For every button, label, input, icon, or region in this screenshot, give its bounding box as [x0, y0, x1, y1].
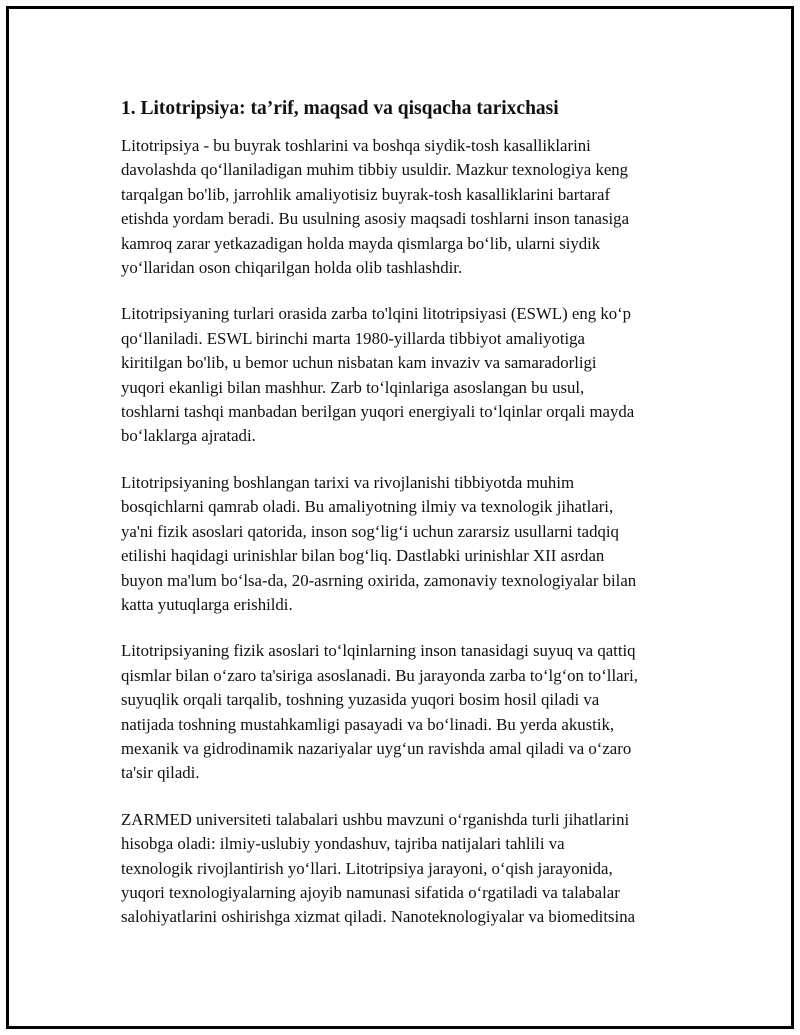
paragraph-line: hisobga oladi: ilmiy-uslubiy yondashuv, tajriba natijalari tahlili va	[121, 834, 565, 854]
paragraph-line: yuqori ekanligi bilan mashhur. Zarb to‘lqinlariga asoslangan bu usul,	[121, 377, 585, 397]
paragraph-line: mexanik va gidrodinamik nazariyalar uyg‘un ravishda amal qiladi va o‘zaro	[121, 738, 632, 758]
paragraph-line: etishda yordam beradi. Bu usulning asosiy maqsadi toshlarni inson tanasiga	[121, 209, 630, 229]
paragraph-line: Litotripsiyaning boshlangan tarixi va rivojlanishi tibbiyotda muhim	[121, 472, 575, 492]
paragraph-line: qo‘llaniladi. ESWL birinchi marta 1980-yillarda tibbiyot amaliyotiga	[121, 328, 586, 348]
paragraph-line: kamroq zarar yetkazadigan holda mayda qismlarga bo‘lib, ularni siydik	[121, 233, 601, 253]
paragraph-line: Litotripsiyaning fizik asoslari to‘lqinlarning inson tanasidagi suyuq va qattiq	[121, 641, 636, 661]
paragraph-line: ZARMED universiteti talabalari ushbu mavzuni o‘rganishda turli jihatlarini	[121, 809, 630, 829]
paragraph-physics	[121, 639, 711, 785]
paragraph-definition	[121, 134, 711, 280]
paragraph-line: katta yutuqlarga erishildi.	[121, 594, 293, 614]
paragraph-eswl	[121, 302, 711, 448]
paragraph-line: qismlar bilan o‘zaro ta'siriga asoslanadi. Bu jarayonda zarba to‘lg‘on to‘llari,	[121, 665, 639, 685]
document-body	[121, 97, 711, 952]
paragraph-line: tarqalgan bo'lib, jarrohlik amaliyotisiz buyrak-tosh kasalliklarini bartaraf	[121, 184, 611, 204]
paragraph-line: ta'sir qiladi.	[121, 763, 200, 783]
paragraph-line: yo‘llaridan oson chiqarilgan holda olib tashlashdir.	[121, 258, 463, 278]
paragraph-line: bo‘laklarga ajratadi.	[121, 426, 256, 446]
paragraph-line: suyuqlik orqali tarqalib, toshning yuzasida yuqori bosim hosil qiladi va	[121, 690, 600, 710]
paragraph-line: toshlarni tashqi manbadan berilgan yuqori energiyali to‘lqinlar orqali mayda	[121, 402, 635, 422]
paragraph-line: davolashda qo‘llaniladigan muhim tibbiy usuldir. Mazkur texnologiya keng	[121, 160, 629, 180]
paragraph-line: bosqichlarni qamrab oladi. Bu amaliyotning ilmiy va texnologik jihatlari,	[121, 497, 614, 517]
page-frame	[6, 6, 794, 1029]
paragraph-line: ya'ni fizik asoslari qatorida, inson sog‘lig‘i uchun zararsiz usullarni tadqiq	[121, 521, 619, 541]
section-heading: 1. Litotripsiya: ta’rif, maqsad va qisqacha tarixchasi	[121, 98, 559, 119]
paragraph-line: Litotripsiyaning turlari orasida zarba to'lqini litotripsiyasi (ESWL) eng ko‘p	[121, 304, 632, 324]
paragraph-line: kiritilgan bo'lib, u bemor uchun nisbatan kam invaziv va samaradorligi	[121, 353, 597, 373]
paragraph-line: natijada toshning mustahkamligi pasayadi va bo‘linadi. Bu yerda akustik,	[121, 714, 615, 734]
paragraph-line: salohiyatlarini oshirishga xizmat qiladi. Nanoteknologiyalar va biomeditsina	[121, 907, 636, 927]
paragraph-zarmed	[121, 808, 711, 930]
paragraph-history	[121, 471, 711, 617]
paragraph-line: yuqori texnologiyalarning ajoyib namunasi sifatida o‘rgatiladi va talabalar	[121, 882, 620, 902]
paragraph-line: etilishi haqidagi urinishlar bilan bog‘liq. Dastlabki urinishlar XII asrdan	[121, 546, 605, 566]
paragraph-line: Litotripsiya - bu buyrak toshlarini va boshqa siydik-tosh kasalliklarini	[121, 136, 591, 155]
paragraph-line: texnologik rivojlantirish yo‘llari. Litotripsiya jarayoni, o‘qish jarayonida,	[121, 858, 613, 878]
paragraph-line: buyon ma'lum bo‘lsa-da, 20-asrning oxirida, zamonaviy texnologiyalar bilan	[121, 570, 637, 590]
